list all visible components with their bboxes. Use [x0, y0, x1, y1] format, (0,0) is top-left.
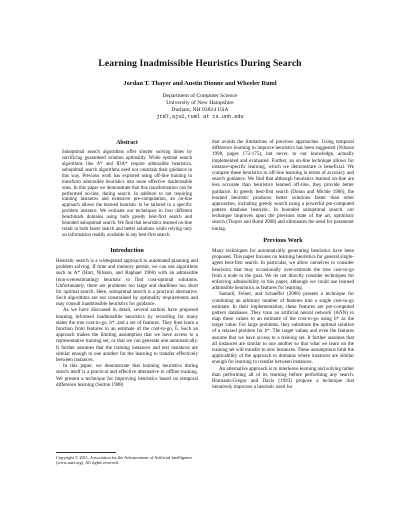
affiliation: [20, 93, 380, 121]
intro-paragraph: In this paper, we demonstrate that learning heuristics during search itself is a practical and effective alternative to offline training. We present a technique for improving heuristics based on temporal difference learning (Sutton 1988): [56, 363, 198, 388]
abstract-heading: Abstract: [116, 140, 138, 146]
abstract-text: Suboptimal search algorithms offer shorter solving times by sacrificing guaranteed solution optimality. While optimal search algorithms like A* and IDA* require admissible heuristics, suboptimal search algorithms need not constrain their guidance in this way. Previous work has explored using off-line training to transform admissible heuristics into more effective inadmissible ones. In this paper we demonstrate that this transformation can be performed on-line, during search. In addition to not requiring training instances and extensive pre-computation, an on-line approach allows the learned heuristic to be tailored to a specific problem instance. We evaluate our techniques in four different benchmark domains using both greedy best-first search and bounded suboptimal search. We find that heuristics learned on-line result in both faster search and better solutions while relying only on information readily available in any best-first search.: [62, 150, 192, 238]
author-list: Jordan T. Thayer and Austin Dionne and Wheeler Ruml: [123, 80, 277, 87]
intro-paragraph: Heuristic search is a widespread approach to automated planning and problem solving. If time and memory permit, we can use algorithms such as A* (Hart, Nilsson, and Raphael 1968) with an admissible (non-overestimating) heuristic to find cost-optimal solutions. Unfortunately, there are problems too large and deadlines too short for optimal search. Here, suboptimal search is a practical alternative. Such algorithms are not constrained by optimality requirements and may consult inadmissible heuristics for guidance.: [56, 257, 198, 308]
section-heading-introduction: Introduction: [110, 246, 144, 254]
footnote-rule: [56, 452, 116, 453]
section-heading-previous-work: Previous Work: [263, 236, 303, 244]
intro-continuation: that avoids the limitations of previous approaches. Using temporal difference learning to improve heuristics has been suggested (Nilsson 1998, pages 172-175), but never, to our knowledge, actually implemented and evaluated. Further, an on-line technique allows for instance-specific learning, which we demonstrate is beneficial. We compare these heuristics to off-line learning in terms of accuracy and search guidance. We find that although heuristics learned on-line are less accurate than heuristics learned off-line, they provide better guidance. In greedy best-first search (Doran and Michie 1966), the learned heuristic produces better solutions faster than other approaches, including greedy search using a powerful pre-computed pattern database heuristic. In bounded suboptimal search, our technique improves upon the previous state of the art, optimistic search (Thayer and Ruml 2008) and eliminates the need for parameter tuning.: [212, 139, 354, 232]
previous-work-paragraph: Samadi, Felner, and Schaeffer (2008) present a technique for combining an arbitrary number of features into a single cost-to-go estimate. In their implementation, these features are pre-computed pattern databases. They train an artificial neural network (ANN) to map these values to an estimate of the cost-to-go using h* as the target value. For large problems, they substitute the optimal solution of a relaxed problem for h*. The target values and even the features assume that we have access to a training set. It further assumes that all instances are similar to one another so that what we learn on the training set will transfer to new instances. These assumptions limit the applicability of the approach to domains where instances are similar enough for learning to transfer between instances.: [212, 291, 354, 366]
left-column: [56, 140, 198, 388]
copyright-text: Copyright © 2011, Association for the Advancement of Artificial Intelligence (www.aaai.org). All rights reserved.: [56, 455, 193, 466]
right-column: [212, 139, 354, 390]
affiliation-line: Durham, NH 03824 USA: [171, 106, 229, 113]
paper-title: Learning Inadmissible Heuristics During Search: [98, 58, 302, 69]
copyright-footnote: [56, 452, 198, 465]
previous-work-paragraph: An alternative approach is to interleave learning and solving rather than performing all of its learning before performing any search. Bramanti-Gregor and Davis (1993) propose a technique that iteratively improves a heuristic used for: [212, 365, 354, 391]
intro-paragraph: As we have discussed in detail, several authors have proposed learning informed inadmissible heuristics by recording for many states the true cost-to-go, h*, and a set of features. They then learn a function from features to an estimate of the cost-to-go, ĥ. Such an approach makes the limiting assumption that we have access to a representative training set, or that we can generate one automatically. It further assumes that the training instances and test instances are similar enough to one another for the learning to transfer effectively between instances.: [56, 307, 198, 363]
affiliation-line: Department of Computer Science: [162, 93, 238, 99]
author-email: jtd7,ajv2,ruml at cs.unh.edu: [156, 113, 244, 120]
previous-work-paragraph: Many techniques for automatically generating heuristics have been proposed. This paper focuses on learning heuristics for general single-agent best-first search. In particular, we allow ourselves to consider heuristics that may occasionally over-estimate the true cost-to-go from a node to the goal. We do not directly consider techniques for enforcing admissibility in this paper, although we could use learned admissible heuristics as features for learning.: [212, 248, 354, 292]
affiliation-line: University of New Hampshire: [166, 99, 234, 106]
